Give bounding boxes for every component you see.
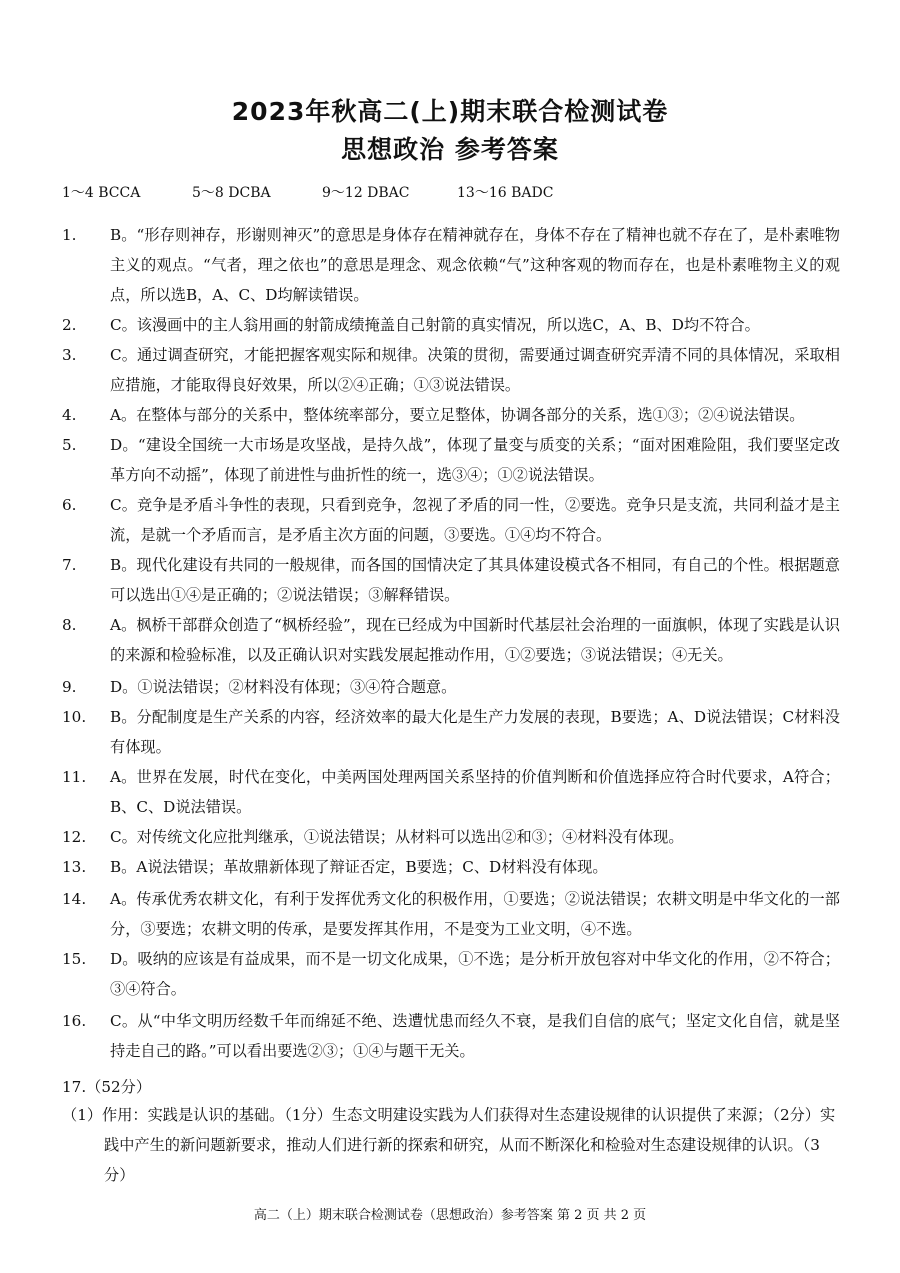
answer-key-group: 5～8 DCBA bbox=[192, 185, 271, 201]
explanation-item bbox=[62, 490, 840, 550]
item-number: 8. bbox=[62, 616, 77, 634]
item-text: B。分配制度是生产关系的内容，经济效率的最大化是生产力发展的表现，B要选；A、D说法错误；C材料没有体现。 bbox=[110, 708, 840, 756]
item-number: 9. bbox=[62, 678, 77, 696]
item-text: D。①说法错误；②材料没有体现；③④符合题意。 bbox=[110, 678, 457, 696]
item-text: A。枫桥干部群众创造了“枫桥经验”，现在已经成为中国新时代基层社会治理的一面旗帜，体现了实践是认识的来源和检验标准，以及正确认识对实践发展起推动作用，①②要选；③说法错误；④无关。 bbox=[110, 616, 840, 664]
item-number: 16. bbox=[62, 1012, 87, 1030]
item-number: 3. bbox=[62, 346, 77, 364]
explanation-item bbox=[62, 550, 840, 610]
item-number: 10. bbox=[62, 708, 87, 726]
item-number: 13. bbox=[62, 858, 87, 876]
item-number: 5. bbox=[62, 436, 77, 454]
item-text: C。该漫画中的主人翁用画的射箭成绩掩盖自己射箭的真实情况，所以选C，A、B、D均不符合。 bbox=[110, 316, 760, 334]
question-17-heading: 17.（52分） bbox=[62, 1078, 152, 1096]
explanation-item bbox=[62, 400, 840, 430]
item-number: 7. bbox=[62, 556, 77, 574]
item-text: D。吸纳的应该是有益成果，而不是一切文化成果，①不选；是分析开放包容对中华文化的作用，②不符合；③④符合。 bbox=[110, 950, 840, 998]
question-17-part-1: （1）作用：实践是认识的基础。（1分）生态文明建设实践为人们获得对生态建设规律的认识提供了来源；（2分）实践中产生的新问题新要求，推动人们进行新的探索和研究，从而不断深化和检验对生态建设规律的认识。（3分） bbox=[62, 1106, 836, 1184]
explanation-item bbox=[62, 310, 840, 340]
item-text: A。世界在发展，时代在变化，中美两国处理两国关系坚持的价值判断和价值选择应符合时代要求，A符合；B、C、D说法错误。 bbox=[110, 768, 840, 816]
explanation-item bbox=[62, 822, 840, 852]
item-text: A。传承优秀农耕文化，有利于发挥优秀文化的积极作用，①要选；②说法错误；农耕文明是中华文化的一部分，③要选；农耕文明的传承，是要发挥其作用，不是变为工业文明，④不选。 bbox=[110, 890, 840, 938]
item-text: C。竞争是矛盾斗争性的表现，只看到竞争，忽视了矛盾的同一性，②要选。竞争只是支流，共同利益才是主流，是就一个矛盾而言，是矛盾主次方面的问题，③要选。①④均不符合。 bbox=[110, 496, 840, 544]
item-number: 6. bbox=[62, 496, 77, 514]
page-subtitle: 思想政治 参考答案 bbox=[341, 135, 559, 164]
page-title: 2023年秋高二(上)期末联合检测试卷 bbox=[231, 97, 669, 126]
explanation-item bbox=[62, 1006, 840, 1066]
explanation-item bbox=[62, 430, 840, 490]
answer-key-group: 9～12 DBAC bbox=[322, 185, 410, 201]
item-number: 11. bbox=[62, 768, 87, 786]
item-number: 15. bbox=[62, 950, 87, 968]
explanation-item bbox=[62, 340, 840, 400]
item-number: 2. bbox=[62, 316, 77, 334]
explanation-item bbox=[62, 884, 840, 944]
item-number: 12. bbox=[62, 828, 87, 846]
item-number: 1. bbox=[62, 226, 77, 244]
item-text: B。“形存则神存，形谢则神灭”的意思是身体存在精神就存在，身体不存在了精神也就不存在了，是朴素唯物主义的观点。“气者，理之依也”的意思是理念、观念依赖“气”这种客观的物而存在，也是朴素唯物主义的观点，所以选B，A、C、D均解读错误。 bbox=[110, 226, 840, 304]
item-text: C。对传统文化应批判继承，①说法错误；从材料可以选出②和③；④材料没有体现。 bbox=[110, 828, 684, 846]
explanation-item bbox=[62, 702, 840, 762]
answer-key-group: 1～4 BCCA bbox=[62, 185, 141, 201]
explanation-item bbox=[62, 762, 840, 822]
item-number: 4. bbox=[62, 406, 77, 424]
answer-key-group: 13～16 BADC bbox=[457, 185, 554, 201]
item-text: B。A说法错误；革故鼎新体现了辩证否定，B要选；C、D材料没有体现。 bbox=[110, 858, 608, 876]
explanation-item bbox=[62, 220, 840, 310]
explanation-item bbox=[62, 672, 840, 702]
explanation-item bbox=[62, 944, 840, 1004]
explanation-item bbox=[62, 852, 840, 882]
explanation-item bbox=[62, 610, 840, 670]
item-text: D。“建设全国统一大市场是攻坚战，是持久战”，体现了量变与质变的关系；“面对困难险阻，我们要坚定改革方向不动摇”，体现了前进性与曲折性的统一，选③④；①②说法错误。 bbox=[110, 436, 840, 484]
item-text: B。现代化建设有共同的一般规律，而各国的国情决定了其具体建设模式各不相同，有自己的个性。根据题意可以选出①④是正确的；②说法错误；③解释错误。 bbox=[110, 556, 840, 604]
item-text: A。在整体与部分的关系中，整体统率部分，要立足整体，协调各部分的关系，选①③；②④说法错误。 bbox=[110, 406, 805, 424]
page-footer: 高二（上）期末联合检测试卷（思想政治）参考答案 第 2 页 共 2 页 bbox=[253, 1208, 647, 1223]
answer-key-row bbox=[62, 182, 553, 202]
item-text: C。通过调查研究，才能把握客观实际和规律。决策的贯彻，需要通过调查研究弄清不同的具体情况，采取相应措施，才能取得良好效果，所以②④正确；①③说法错误。 bbox=[110, 346, 840, 394]
item-number: 14. bbox=[62, 890, 87, 908]
item-text: C。从“中华文明历经数千年而绵延不绝、迭遭忧患而经久不衰，是我们自信的底气；坚定文化自信，就是坚持走自己的路。”可以看出要选②③；①④与题干无关。 bbox=[110, 1012, 840, 1060]
